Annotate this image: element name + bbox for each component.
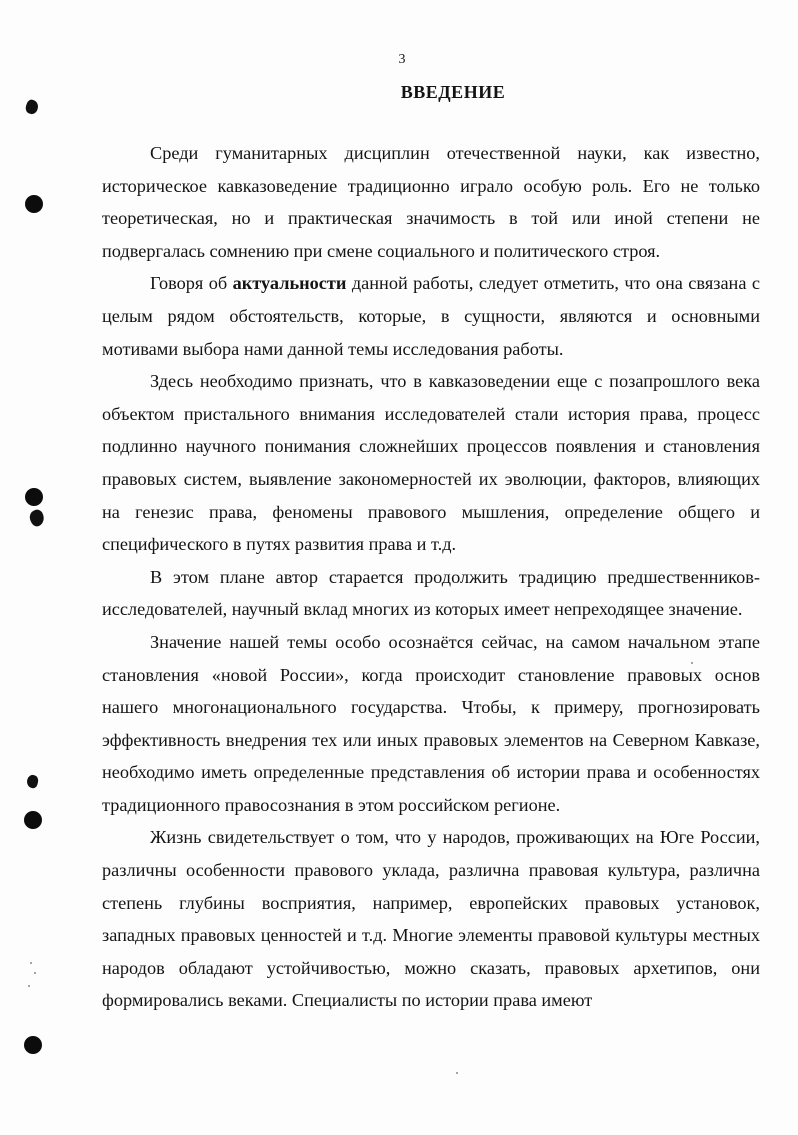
dust-speck-2 [34, 972, 36, 974]
binder-hole-2 [25, 488, 43, 506]
dust-speck-3 [28, 985, 30, 987]
binder-hole-3 [24, 811, 42, 829]
binder-hole-1 [25, 195, 43, 213]
paragraph-5: Значение нашей темы особо осознаётся сейчас, на самом начальном этапе становления «новой России», когда происходит становление правовых основ нашего многонационального государства. Чтобы, к примеру, прогнозировать эффективность внедрения тех или иных правовых элементов на Северном Кавказе, необходимо иметь определенные представления об истории права и особенностях традиционного правосознания в этом российском регионе. [102, 631, 760, 815]
paragraph-2-lead: Говоря об [150, 273, 233, 294]
paragraph-6: Жизнь свидетельствует о том, что у народов, проживающих на Юге России, различны особенности правового уклада, различна правовая культура, различна степень глубины восприятия, например, европейских правовых установок, западных правовых ценностей и т.д. Многие элементы правовой культуры местных народов обладают устойчивостью, можно сказать, правовых архетипов, они формировались веками. Специалисты по истории права имеют [102, 827, 760, 1011]
body-text [102, 137, 760, 1017]
keyword-relevance: актуальности [232, 273, 347, 294]
page-number: 3 [398, 52, 406, 67]
paragraph-4: В этом плане автор старается продолжить традицию предшественников-исследователей, научный вклад многих из которых имеет непреходящее значение. [102, 566, 760, 620]
dust-speck-5 [456, 1072, 458, 1074]
paragraph-1: Среди гуманитарных дисциплин отечественной науки, как известно, историческое кавказоведение традиционно играло особую роль. Его не только теоретическая, но и практическая значимость в той или иной степени не подвергалась сомнению при смене социального и политического строя. [102, 143, 760, 261]
binder-hole-4 [24, 1036, 42, 1054]
dust-speck-1 [30, 962, 32, 964]
section-heading: ВВЕДЕНИЕ [400, 82, 506, 102]
ink-blot-middle [27, 508, 46, 528]
paragraph-3: Здесь необходимо признать, что в кавказоведении еще с позапрошлого века объектом пристального внимания исследователей стали история права, процесс подлинно научного понимания сложнейших процессов появления и становления правовых систем, выявление закономерностей их эволюции, факторов, влияющих на генезис права, феномены правового мышления, определение общего и специфического в путях развития права и т.д. [102, 371, 760, 555]
ink-blot-lower [26, 774, 40, 789]
paragraph-2-rest: данной работы, следует отметить, что она связана с целым рядом обстоятельств, которые, в сущности, являются и основными мотивами выбора нами данной темы исследования работы. [102, 273, 760, 359]
paragraph-2 [102, 267, 760, 365]
